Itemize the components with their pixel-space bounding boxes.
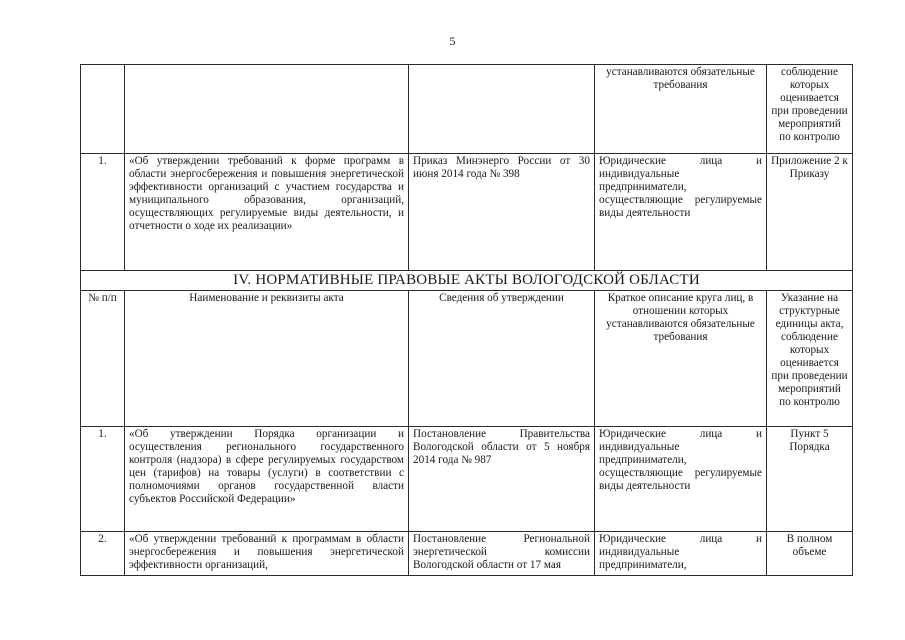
cell-units: Приложение 2 к Приказу (767, 154, 853, 271)
table-row-continuation (81, 65, 853, 154)
header-num: № п/п (81, 291, 125, 427)
cell-name: «Об утверждении требований к программам в области энергосбережения и повышения энергетической эффективности организаций, (125, 532, 409, 576)
cell-num: 2. (81, 532, 125, 576)
cell-num (81, 65, 125, 154)
header-units: Указание на структурные единицы акта, соблюдение которых оценивается при проведении мероприятий по контролю (767, 291, 853, 427)
cell-num: 1. (81, 427, 125, 532)
table-row (81, 532, 853, 576)
cell-persons: Юридические лица и индивидуальные предприниматели, осуществляющие регулируемые виды деятельности (595, 154, 767, 271)
table-header-row (81, 291, 853, 427)
section-title: IV. НОРМАТИВНЫЕ ПРАВОВЫЕ АКТЫ ВОЛОГОДСКОЙ ОБЛАСТИ (81, 271, 853, 291)
cell-units: В полном объеме (767, 532, 853, 576)
cell-persons: устанавливаются обязательные требования (595, 65, 767, 154)
section-heading-row (81, 271, 853, 291)
cell-units: соблюдение которых оценивается при проведении мероприятий по контролю (767, 65, 853, 154)
cell-name: «Об утверждении Порядка организации и осуществления регионального государственного контроля (надзора) в сфере регулируемых государством цен (тарифов) на товары (услуги) в соответствии с полномочиями органов государственной власти субъектов Российской Федерации» (125, 427, 409, 532)
header-name: Наименование и реквизиты акта (125, 291, 409, 427)
table-row (81, 154, 853, 271)
page-number: 5 (449, 34, 456, 48)
regulatory-acts-table (80, 64, 853, 576)
cell-name (125, 65, 409, 154)
cell-approval (409, 65, 595, 154)
header-approval: Сведения об утверждении (409, 291, 595, 427)
header-persons: Краткое описание круга лиц, в отношении которых устанавливаются обязательные требования (595, 291, 767, 427)
cell-units: Пункт 5 Порядка (767, 427, 853, 532)
table-row (81, 427, 853, 532)
cell-persons: Юридические лица и индивидуальные предприниматели, (595, 532, 767, 576)
cell-name: «Об утверждении требований к форме программ в области энергосбережения и повышения энергетической эффективности организаций с участием государства и муниципального образования, организаций, осуществляющих регулируемые виды деятельности, и отчетности о ходе их реализации» (125, 154, 409, 271)
cell-persons: Юридические лица и индивидуальные предприниматели, осуществляющие регулируемые виды деятельности (595, 427, 767, 532)
cell-approval: Постановление Региональной энергетической комиссии Вологодской области от 17 мая (409, 532, 595, 576)
cell-approval: Приказ Минэнерго России от 30 июня 2014 года № 398 (409, 154, 595, 271)
cell-approval: Постановление Правительства Вологодской области от 5 ноября 2014 года № 987 (409, 427, 595, 532)
cell-num: 1. (81, 154, 125, 271)
